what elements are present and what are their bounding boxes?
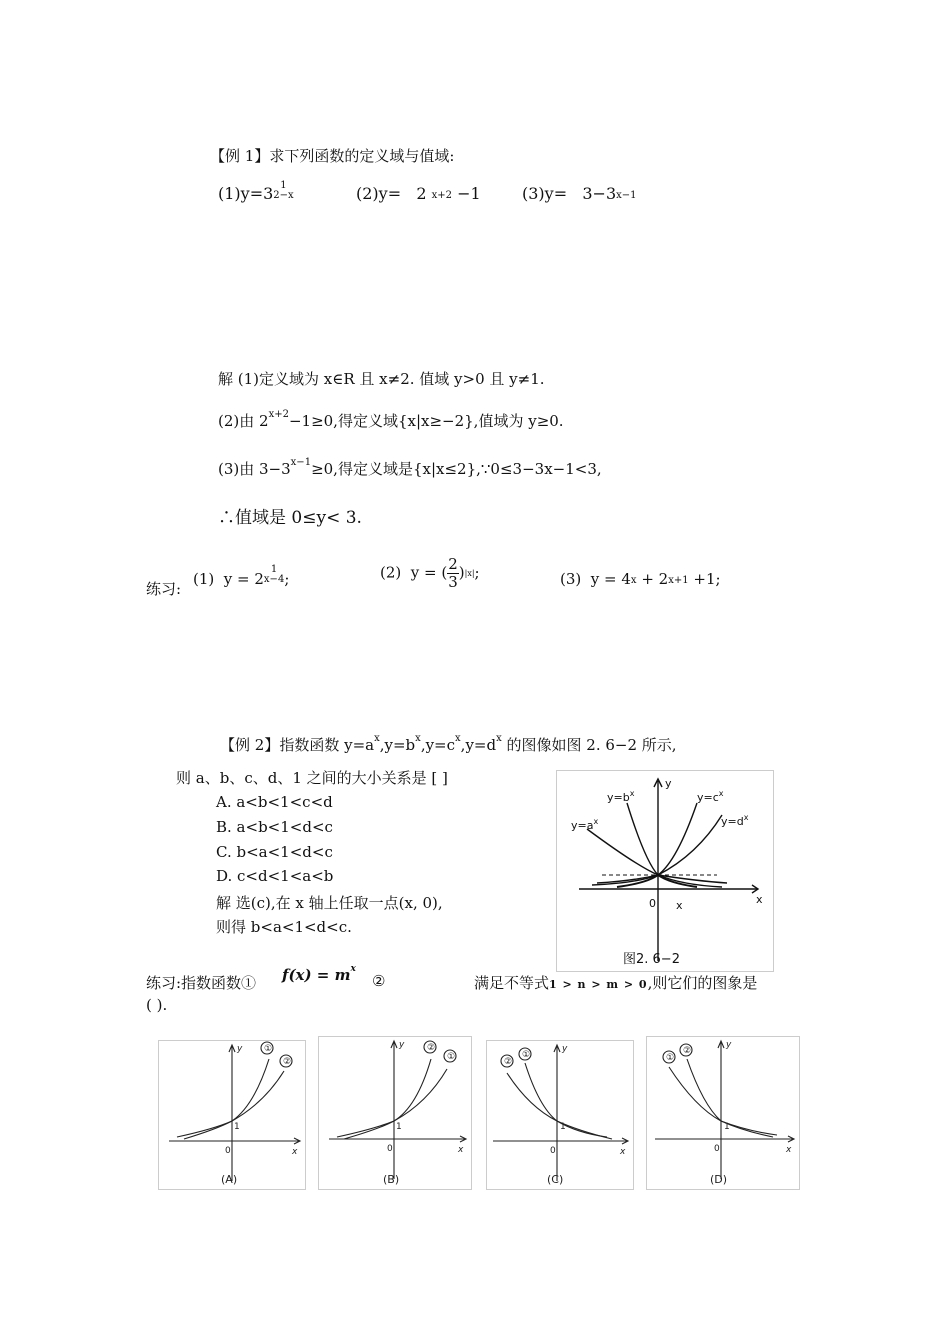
solution1-line2-exp: x+2 xyxy=(268,409,289,420)
one-label: 1 xyxy=(234,1122,240,1132)
p1-end: ; xyxy=(284,570,290,588)
solution1-line3-a: (3)由 3−3 xyxy=(218,460,291,478)
example2-solution-line2: 则得 b<a<1<d<c. xyxy=(216,918,352,936)
example2-text-d: ,y=d xyxy=(460,736,497,754)
solution1-line2 xyxy=(218,410,564,431)
f3-prefix: (3)y= xyxy=(522,184,568,203)
practice2-circle2: ② xyxy=(372,972,386,990)
exp-x: x xyxy=(374,733,380,744)
mark-2: ② xyxy=(683,1046,692,1056)
f1-exp-num: 1 xyxy=(280,179,287,191)
example2-label: 例 2 xyxy=(235,736,265,754)
practice1-item2 xyxy=(380,556,480,591)
p2-close: ) xyxy=(458,563,465,582)
example2-text-c: ,y=c xyxy=(420,736,456,754)
origin-label: 0 xyxy=(649,897,656,910)
formula-exp: x xyxy=(350,964,356,974)
p3-end: +1; xyxy=(688,570,721,588)
practice1-item3 xyxy=(560,570,721,588)
choice-graph-c[interactable] xyxy=(486,1040,634,1190)
curve-1 xyxy=(525,1063,607,1137)
caption: (B) xyxy=(383,1173,400,1186)
figure-2-6-2 xyxy=(556,770,774,972)
axis-x-label: x xyxy=(756,893,763,906)
solution1-line3-b: ≥0,得定义域是{x|x≤2},∵0≤3−3x−1<3, xyxy=(311,460,602,478)
label-yd: $y=d^x$ xyxy=(721,813,749,828)
caption: (C) xyxy=(547,1173,564,1186)
exp-x: x xyxy=(496,733,502,744)
figure-caption: 图2. 6−2 xyxy=(623,952,680,967)
p2-fraction xyxy=(447,556,459,591)
p3-exp2: x+1 xyxy=(668,575,689,586)
example2-option-b: B. a<b<1<d<c xyxy=(216,818,333,836)
practice2-formula xyxy=(282,966,356,984)
axis-x: x xyxy=(458,1145,464,1155)
p2-expr: y = ( xyxy=(410,563,448,582)
p1-exp-num: 1 xyxy=(270,564,278,575)
tick-x-label: x xyxy=(676,899,683,912)
p2-num: (2) xyxy=(380,563,402,582)
figure-2-6-2-svg xyxy=(557,771,773,971)
exp-x: x xyxy=(455,733,461,744)
one-label: 1 xyxy=(560,1122,566,1132)
label-ya: $y=a^x$ xyxy=(571,817,599,832)
f1-prefix: (1)y=3 xyxy=(218,184,274,203)
formula-text: f(x) = m xyxy=(282,966,351,984)
axis-x: x xyxy=(292,1147,298,1157)
one-label: 1 xyxy=(396,1122,402,1132)
bracket-close: 】 xyxy=(264,736,280,754)
practice1-item1 xyxy=(193,564,290,590)
practice1-label: 练习: xyxy=(146,580,182,598)
example2-question: 则 a、b、c、d、1 之间的大小关系是 [ ] xyxy=(176,769,448,787)
mark-1: ① xyxy=(666,1053,675,1063)
caption: (D) xyxy=(710,1173,728,1186)
p2-exp: |x| xyxy=(464,568,475,578)
mark-2: ② xyxy=(283,1057,292,1067)
f2-prefix: (2)y= xyxy=(356,184,402,203)
practice2-condition xyxy=(474,972,757,993)
curve-b xyxy=(627,803,722,887)
axis-y: y xyxy=(237,1044,243,1054)
origin: 0 xyxy=(714,1144,720,1154)
example1-formula-2 xyxy=(356,184,481,203)
example2-option-d: D. c<d<1<a<b xyxy=(216,867,334,885)
mark-2: ① xyxy=(447,1052,456,1062)
axis-y-label: y xyxy=(665,777,672,790)
axis-y: y xyxy=(399,1040,405,1050)
example2-option-c: C. b<a<1<d<c xyxy=(216,843,333,861)
origin: 0 xyxy=(387,1144,393,1154)
p2-frac-num: 2 xyxy=(448,555,458,573)
f1-exp-den: 2−x xyxy=(273,189,294,201)
p3-num: (3) xyxy=(560,570,582,588)
example1-label: 例 1 xyxy=(225,147,255,165)
choice-graph-a[interactable] xyxy=(158,1040,306,1190)
curve-2 xyxy=(687,1059,773,1137)
f3-exp: x−1 xyxy=(616,190,637,201)
solution1-line1: 解 (1)定义域为 x∈R 且 x≠2. 值域 y>0 且 y≠1. xyxy=(218,370,545,388)
f2-base: 2 xyxy=(416,184,427,203)
solution1-line3 xyxy=(218,458,602,479)
choice-graph-b[interactable] xyxy=(318,1036,472,1190)
mark-1: ② xyxy=(427,1043,436,1053)
p1-exp-den: x−4 xyxy=(263,574,285,585)
p1-num: (1) xyxy=(193,570,215,588)
p1-exponent xyxy=(264,565,284,585)
f3-body: 3−3 xyxy=(582,184,617,203)
bracket-open: 【 xyxy=(220,736,236,754)
p3-exp1: x xyxy=(630,575,637,586)
p2-end: ; xyxy=(474,563,480,582)
example2-solution-line1: 解 选(c),在 x 轴上任取一点(x, 0), xyxy=(216,894,443,912)
exp-x: x xyxy=(415,733,421,744)
practice2-answer-blank: ( ). xyxy=(146,996,168,1014)
p3-mid: + 2 xyxy=(636,570,669,588)
mark-1: ② xyxy=(504,1057,513,1067)
condition-b: 1 > n > m > 0 xyxy=(549,978,648,991)
axis-y: y xyxy=(726,1040,732,1050)
example1-heading xyxy=(210,145,454,166)
origin: 0 xyxy=(225,1146,231,1156)
axis-y: y xyxy=(562,1044,568,1054)
solution1-line2-b: −1≥0,得定义域{x|x≥−2},值域为 y≥0. xyxy=(288,412,564,430)
f2-tail: −1 xyxy=(457,184,481,203)
p2-frac-den: 3 xyxy=(448,573,458,591)
example1-text: 求下列函数的定义域与值域: xyxy=(269,147,455,165)
axis-x: x xyxy=(620,1147,626,1157)
f1-exponent xyxy=(273,181,293,201)
example2-text-a: 指数函数 y=a xyxy=(279,736,375,754)
bracket-close: 】 xyxy=(254,147,270,165)
p3-expr: y = 4 xyxy=(590,570,631,588)
solution1-line2-a: (2)由 2 xyxy=(218,412,269,430)
mark-2: ① xyxy=(522,1050,531,1060)
condition-c: ,则它们的图象是 xyxy=(647,974,758,992)
choice-graph-d[interactable] xyxy=(646,1036,800,1190)
example2-option-a: A. a<b<1<c<d xyxy=(216,793,333,811)
one-label: 1 xyxy=(724,1122,730,1132)
example2-text-e: 的图像如图 2. 6−2 所示, xyxy=(501,736,677,754)
caption: (A) xyxy=(221,1173,238,1186)
solution1-line3-exp: x−1 xyxy=(290,457,312,468)
p1-expr: y = 2 xyxy=(223,570,264,588)
example1-formula-3 xyxy=(522,184,637,203)
origin: 0 xyxy=(550,1146,556,1156)
label-yb: $y=b^x$ xyxy=(607,789,635,804)
example2-heading xyxy=(220,734,677,755)
axis-x: x xyxy=(786,1145,792,1155)
condition-a: 满足不等式 xyxy=(474,974,550,992)
bracket-open: 【 xyxy=(210,147,226,165)
label-yc: $y=c^x$ xyxy=(697,789,724,804)
solution1-line4: ∴值域是 0≤y< 3. xyxy=(218,508,362,528)
practice2-label: 练习:指数函数① xyxy=(146,974,257,992)
f2-exp: x+2 xyxy=(431,190,453,201)
curve-1 xyxy=(669,1067,777,1135)
mark-1: ① xyxy=(264,1044,273,1054)
curve-c xyxy=(597,803,697,883)
example2-text-b: ,y=b xyxy=(379,736,416,754)
example1-formula-1 xyxy=(218,179,294,205)
